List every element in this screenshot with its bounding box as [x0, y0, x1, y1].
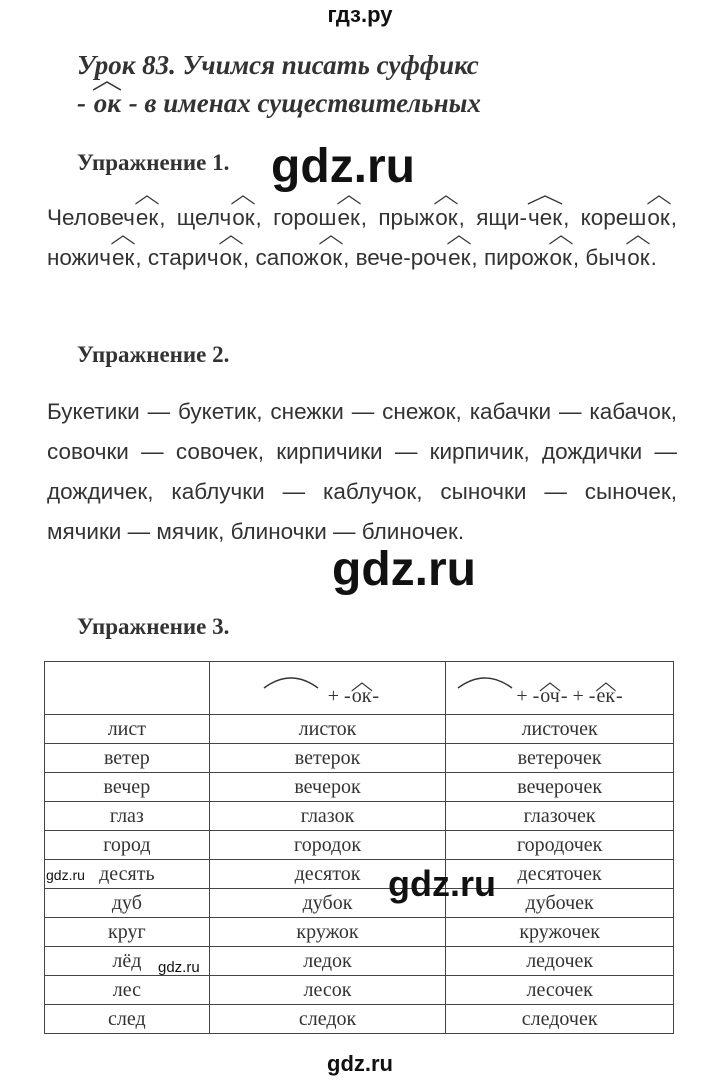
ochek-form-cell: глазочек: [446, 802, 674, 831]
table-row: [45, 773, 674, 802]
ok-form-cell: ледок: [209, 947, 446, 976]
exercise1-word: прыж ок,: [378, 198, 465, 238]
root-word-cell: круг: [45, 918, 210, 947]
ok-form-cell: городок: [209, 831, 446, 860]
exercise1-text: [47, 198, 677, 278]
table-row: [45, 947, 674, 976]
table-row: [45, 889, 674, 918]
suffix-mark: ек: [111, 238, 135, 278]
suffix-mark: ек: [135, 198, 159, 238]
table-row: [45, 744, 674, 773]
ok-form-cell: следок: [209, 1005, 446, 1034]
root-word-cell: десять: [45, 860, 210, 889]
ochek-form-cell: вечерочек: [446, 773, 674, 802]
root-word-cell: дуб: [45, 889, 210, 918]
suffix-mark: ок: [93, 84, 122, 122]
exercise1-word: вече-: [355, 245, 411, 270]
exercise1-word: чек,: [527, 198, 569, 238]
site-header: гдз.ру: [327, 2, 393, 27]
ochek-form-cell: дубочек: [446, 889, 674, 918]
ok-form-cell: вечерок: [209, 773, 446, 802]
ochek-form-cell: десяточек: [446, 860, 674, 889]
exercise1-word: ящи-: [476, 205, 527, 230]
suffix-mark: ок: [549, 238, 573, 278]
footer-watermark: gdz.ru: [327, 1051, 393, 1076]
watermark-small-2: gdz.ru: [158, 959, 200, 976]
root-word-cell: город: [45, 831, 210, 860]
table-row: [45, 860, 674, 889]
root-word-cell: вечер: [45, 773, 210, 802]
root-word-cell: след: [45, 1005, 210, 1034]
word-table: [44, 661, 674, 1034]
watermark-medium: gdz.ru: [388, 863, 496, 904]
table-row: [45, 831, 674, 860]
lesson-title-line2: - ок - в именах существительных: [77, 84, 481, 122]
table-row: [45, 976, 674, 1005]
exercise1-word: щелч ок,: [177, 198, 262, 238]
watermark-small-1: gdz.ru: [46, 867, 85, 883]
header-scheme-och-ek: + - оч- + - ек-: [446, 662, 674, 715]
header-empty-cell: [45, 662, 210, 715]
root-word-cell: лес: [45, 976, 210, 1005]
suffix-mark: ок: [626, 238, 650, 278]
exercise2-heading: Упражнение 2.: [77, 342, 230, 367]
ok-form-cell: ветерок: [209, 744, 446, 773]
suffix-mark: ок: [434, 198, 458, 238]
exercise1-word: ножич ек,: [47, 238, 142, 278]
ochek-form-cell: ветерочек: [446, 744, 674, 773]
suffix-mark: ок: [319, 238, 343, 278]
exercise1-word: сапож ок,: [255, 238, 349, 278]
suffix-mark: ек: [336, 198, 360, 238]
table-row: [45, 715, 674, 744]
watermark-large-2: gdz.ru: [332, 543, 476, 596]
exercise1-word: старич ок,: [148, 238, 249, 278]
ok-form-cell: глазок: [209, 802, 446, 831]
root-word-cell: глаз: [45, 802, 210, 831]
exercise1-word: быч ок.: [585, 238, 656, 278]
ochek-form-cell: ледочек: [446, 947, 674, 976]
suffix-mark: ек: [447, 238, 471, 278]
ok-form-cell: дубок: [209, 889, 446, 918]
ochek-form-cell: листочек: [446, 715, 674, 744]
root-word-cell: лёд: [45, 947, 210, 976]
table-row: [45, 918, 674, 947]
exercise1-word: пирож ок,: [484, 238, 579, 278]
lesson-title: [77, 46, 481, 122]
exercise2-text: Букетики — букетик, снежки — снежок, кабачки — кабачок, совочки — совочек, кирпичики — кирпичик, дождички — дождичек, каблучки — каблучок, сыночки — сыночек, мячики — мячик, блиночки — блиночек.: [47, 399, 677, 544]
watermark-large-1: gdz.ru: [271, 140, 415, 193]
exercise3-heading: Упражнение 3.: [77, 614, 230, 639]
table-row: [45, 1005, 674, 1034]
exercise1-heading: Упражнение 1.: [77, 150, 230, 175]
suffix-mark: чек: [527, 198, 563, 238]
ochek-form-cell: лесочек: [446, 976, 674, 1005]
root-word-cell: ветер: [45, 744, 210, 773]
lesson-title-line1: Урок 83. Учимся писать суффикс: [77, 50, 479, 80]
ok-form-cell: десяток: [209, 860, 446, 889]
ok-form-cell: кружок: [209, 918, 446, 947]
ochek-form-cell: кружочек: [446, 918, 674, 947]
header-scheme-ok: + - ок-: [209, 662, 446, 715]
suffix-mark: ок: [646, 198, 670, 238]
table-row: [45, 802, 674, 831]
suffix-mark: ок: [219, 238, 243, 278]
root-word-cell: лист: [45, 715, 210, 744]
exercise1-word: кореш ок,: [581, 198, 677, 238]
exercise1-word: горош ек,: [273, 198, 367, 238]
exercise1-word: роч ек,: [411, 238, 478, 278]
table-header-row: [45, 662, 674, 715]
ok-form-cell: листок: [209, 715, 446, 744]
suffix-mark: ок: [231, 198, 255, 238]
ochek-form-cell: городочек: [446, 831, 674, 860]
ok-form-cell: лесок: [209, 976, 446, 1005]
ochek-form-cell: следочек: [446, 1005, 674, 1034]
exercise1-word: Человеч ек,: [47, 198, 165, 238]
